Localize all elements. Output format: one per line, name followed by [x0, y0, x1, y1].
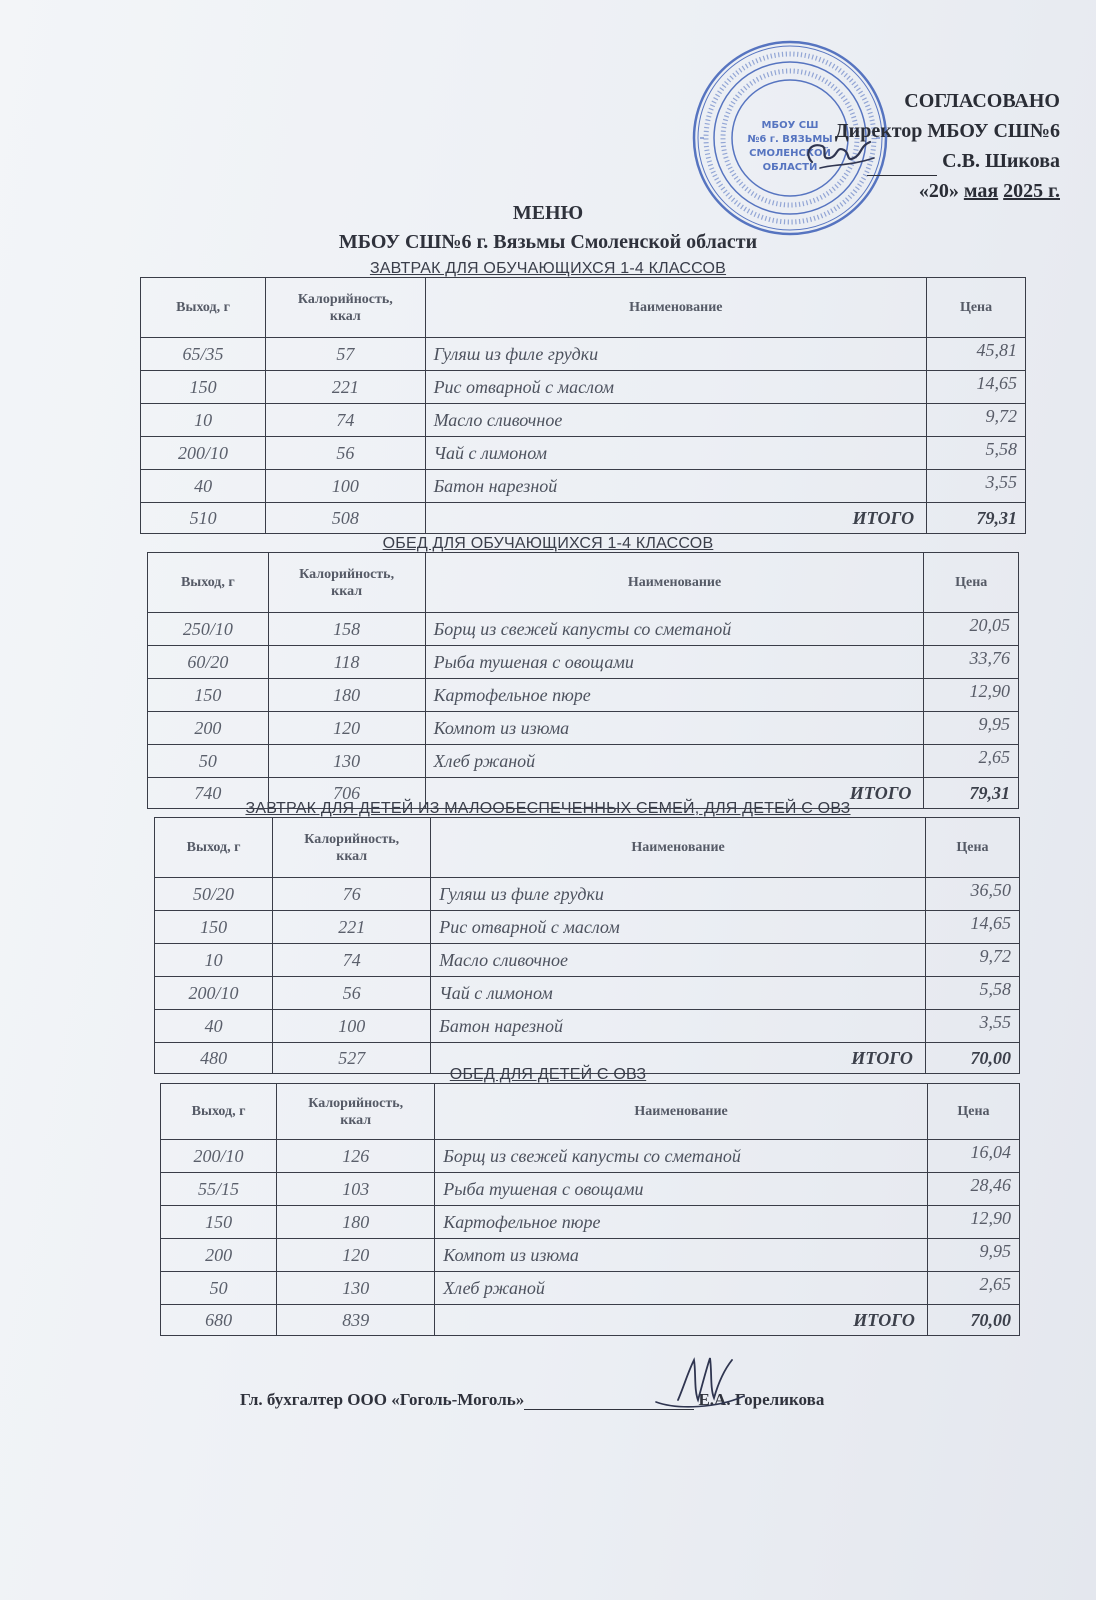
cell-kcal: 130: [268, 745, 425, 778]
cell-dish: Борщ из свежей капусты со сметаной: [425, 613, 924, 646]
cell-yield: 65/35: [141, 338, 266, 371]
table-row: [148, 613, 1019, 646]
table-row: [141, 371, 1026, 404]
cell-dish: Хлеб ржаной: [425, 745, 924, 778]
accountant-name: Е.А. Гореликова: [698, 1390, 825, 1409]
cell-kcal: 100: [266, 470, 425, 503]
cell-price: 5,58: [925, 977, 1019, 1010]
col-price-header: Цена: [924, 553, 1019, 613]
total-label: ИТОГО: [425, 503, 927, 534]
cell-dish: Чай с лимоном: [431, 977, 926, 1010]
total-kcal: 706: [268, 778, 425, 809]
cell-price: 9,95: [924, 712, 1019, 745]
cell-dish: Рыба тушеная с овощами: [425, 646, 924, 679]
col-name-header: Наименование: [431, 818, 926, 878]
cell-yield: 40: [155, 1010, 273, 1043]
cell-yield: 10: [155, 944, 273, 977]
table-row: [155, 977, 1020, 1010]
cell-kcal: 74: [266, 404, 425, 437]
cell-kcal: 118: [268, 646, 425, 679]
stamp-text-line-3: СМОЛЕНСКОЙ: [749, 148, 831, 159]
cell-yield: 50/20: [155, 878, 273, 911]
cell-dish: Гуляш из филе грудки: [431, 878, 926, 911]
cell-dish: Компот из изюма: [435, 1239, 928, 1272]
total-price: 79,31: [924, 778, 1019, 809]
total-label: ИТОГО: [435, 1305, 928, 1336]
cell-dish: Хлеб ржаной: [435, 1272, 928, 1305]
cell-yield: 50: [148, 745, 269, 778]
col-name-header: Наименование: [425, 278, 927, 338]
cell-yield: 200/10: [141, 437, 266, 470]
table-row: [141, 437, 1026, 470]
cell-kcal: 180: [277, 1206, 435, 1239]
approval-heading: СОГЛАСОВАНО: [904, 90, 1060, 112]
table-row: [161, 1140, 1020, 1173]
cell-kcal: 180: [268, 679, 425, 712]
accountant-signature-block: [240, 1390, 1000, 1410]
cell-price: 12,90: [927, 1206, 1019, 1239]
col-calories-line2: ккал: [340, 1112, 372, 1128]
table-row: [161, 1239, 1020, 1272]
col-calories-line2: ккал: [336, 848, 368, 864]
cell-dish: Борщ из свежей капусты со сметаной: [435, 1140, 928, 1173]
total-kcal: 527: [273, 1043, 431, 1074]
col-price-header: Цена: [927, 278, 1026, 338]
table-row: [148, 745, 1019, 778]
cell-yield: 200: [148, 712, 269, 745]
cell-kcal: 76: [273, 878, 431, 911]
total-label: ИТОГО: [431, 1043, 926, 1074]
cell-kcal: 130: [277, 1272, 435, 1305]
cell-yield: 200: [161, 1239, 277, 1272]
cell-kcal: 126: [277, 1140, 435, 1173]
cell-kcal: 221: [273, 911, 431, 944]
cell-yield: 60/20: [148, 646, 269, 679]
cell-price: 45,81: [927, 338, 1026, 371]
cell-yield: 40: [141, 470, 266, 503]
accountant-role: Гл. бухгалтер ООО «Гоголь-Моголь»: [240, 1390, 525, 1409]
total-price: 79,31: [927, 503, 1026, 534]
col-name-header: Наименование: [425, 553, 924, 613]
school-title: МБОУ СШ№6 г. Вязьмы Смоленской области: [338, 231, 758, 253]
cell-dish: Масло сливочное: [431, 944, 926, 977]
stamp-text-line-2: №6 г. ВЯЗЬМЫ: [747, 134, 833, 145]
total-kcal: 508: [266, 503, 425, 534]
cell-price: 9,72: [925, 944, 1019, 977]
cell-price: 20,05: [924, 613, 1019, 646]
section-title-2: ОБЕД ДЛЯ ОБУЧАЮЩИХСЯ 1-4 КЛАССОВ: [382, 535, 714, 552]
cell-kcal: 100: [273, 1010, 431, 1043]
cell-price: 2,65: [924, 745, 1019, 778]
menu-table-3: [154, 817, 1020, 1074]
cell-price: 9,72: [927, 404, 1026, 437]
approval-date-month: мая: [963, 180, 999, 202]
col-calories-header: [277, 1084, 435, 1140]
cell-price: 5,58: [927, 437, 1026, 470]
cell-price: 3,55: [925, 1010, 1019, 1043]
cell-price: 14,65: [927, 371, 1026, 404]
col-calories-header: [273, 818, 431, 878]
total-yield: 510: [141, 503, 266, 534]
col-calories-line1: Калорийность,: [299, 566, 395, 582]
cell-kcal: 158: [268, 613, 425, 646]
cell-dish: Рыба тушеная с овощами: [435, 1173, 928, 1206]
cell-kcal: 57: [266, 338, 425, 371]
section-title-4: ОБЕД ДЛЯ ДЕТЕЙ С ОВЗ: [449, 1066, 647, 1083]
cell-yield: 55/15: [161, 1173, 277, 1206]
col-calories-line1: Калорийность,: [297, 291, 393, 307]
table-row: [141, 338, 1026, 371]
section-title-1: ЗАВТРАК ДЛЯ ОБУЧАЮЩИХСЯ 1-4 КЛАССОВ: [369, 260, 727, 277]
table-row: [148, 646, 1019, 679]
cell-dish: Рис отварной с маслом: [425, 371, 927, 404]
cell-kcal: 56: [266, 437, 425, 470]
cell-dish: Чай с лимоном: [425, 437, 927, 470]
cell-price: 2,65: [927, 1272, 1019, 1305]
cell-price: 28,46: [927, 1173, 1019, 1206]
col-yield-header: Выход, г: [161, 1084, 277, 1140]
col-name-header: Наименование: [435, 1084, 928, 1140]
table-row: [141, 470, 1026, 503]
cell-kcal: 103: [277, 1173, 435, 1206]
col-calories-line2: ккал: [329, 308, 361, 324]
cell-price: 12,90: [924, 679, 1019, 712]
cell-yield: 150: [141, 371, 266, 404]
table-row: [148, 679, 1019, 712]
col-yield-header: Выход, г: [141, 278, 266, 338]
cell-dish: Рис отварной с маслом: [431, 911, 926, 944]
cell-yield: 150: [148, 679, 269, 712]
approval-date-day: «20»: [918, 180, 959, 202]
accountant-signature: [648, 1350, 758, 1420]
cell-dish: Гуляш из филе грудки: [425, 338, 927, 371]
table-row: [141, 404, 1026, 437]
menu-table-1: [140, 277, 1026, 534]
cell-dish: Картофельное пюре: [435, 1206, 928, 1239]
col-price-header: Цена: [927, 1084, 1019, 1140]
table-row: [155, 944, 1020, 977]
cell-dish: Батон нарезной: [431, 1010, 926, 1043]
cell-dish: Батон нарезной: [425, 470, 927, 503]
total-yield: 680: [161, 1305, 277, 1336]
cell-yield: 50: [161, 1272, 277, 1305]
total-price: 70,00: [925, 1043, 1019, 1074]
table-row: [148, 712, 1019, 745]
total-yield: 480: [155, 1043, 273, 1074]
table-row: [155, 878, 1020, 911]
director-signature: [800, 128, 880, 178]
menu-table-2: [147, 552, 1019, 809]
stamp-text-line-1: МБОУ СШ: [761, 120, 819, 131]
cell-kcal: 221: [266, 371, 425, 404]
cell-price: 3,55: [927, 470, 1026, 503]
table-row: [161, 1206, 1020, 1239]
total-row: [161, 1305, 1020, 1336]
col-price-header: Цена: [925, 818, 1019, 878]
cell-price: 9,95: [927, 1239, 1019, 1272]
cell-kcal: 74: [273, 944, 431, 977]
cell-yield: 200/10: [161, 1140, 277, 1173]
table-row: [161, 1173, 1020, 1206]
approval-date-year: 2025 г.: [1003, 180, 1060, 202]
cell-dish: Масло сливочное: [425, 404, 927, 437]
col-yield-header: Выход, г: [148, 553, 269, 613]
cell-price: 16,04: [927, 1140, 1019, 1173]
col-calories-header: [268, 553, 425, 613]
cell-price: 33,76: [924, 646, 1019, 679]
table-header-row: [155, 818, 1020, 878]
cell-dish: Картофельное пюре: [425, 679, 924, 712]
total-yield: 740: [148, 778, 269, 809]
col-calories-header: [266, 278, 425, 338]
approval-position: Директор МБОУ СШ№6: [834, 120, 1060, 142]
cell-yield: 200/10: [155, 977, 273, 1010]
table-header-row: [141, 278, 1026, 338]
menu-title: МЕНЮ: [512, 202, 584, 224]
total-row: [141, 503, 1026, 534]
cell-price: 36,50: [925, 878, 1019, 911]
stamp-text-line-4: ОБЛАСТИ: [762, 162, 818, 173]
cell-price: 14,65: [925, 911, 1019, 944]
total-price: 70,00: [927, 1305, 1019, 1336]
table-row: [161, 1272, 1020, 1305]
table-row: [155, 911, 1020, 944]
cell-yield: 150: [155, 911, 273, 944]
cell-dish: Компот из изюма: [425, 712, 924, 745]
cell-kcal: 120: [277, 1239, 435, 1272]
total-kcal: 839: [277, 1305, 435, 1336]
cell-yield: 150: [161, 1206, 277, 1239]
cell-kcal: 120: [268, 712, 425, 745]
cell-yield: 10: [141, 404, 266, 437]
table-header-row: [161, 1084, 1020, 1140]
table-row: [155, 1010, 1020, 1043]
approval-name: С.В. Шикова: [942, 150, 1060, 172]
total-label: ИТОГО: [425, 778, 924, 809]
menu-table-4: [160, 1083, 1020, 1336]
cell-kcal: 56: [273, 977, 431, 1010]
table-header-row: [148, 553, 1019, 613]
cell-yield: 250/10: [148, 613, 269, 646]
col-calories-line2: ккал: [331, 583, 363, 599]
col-calories-line1: Калорийность,: [308, 1095, 404, 1111]
col-yield-header: Выход, г: [155, 818, 273, 878]
col-calories-line1: Калорийность,: [304, 831, 400, 847]
section-title-3: ЗАВТРАК ДЛЯ ДЕТЕЙ ИЗ МАЛООБЕСПЕЧЕННЫХ СЕМЕЙ, ДЛЯ ДЕТЕЙ С ОВЗ: [245, 800, 851, 817]
